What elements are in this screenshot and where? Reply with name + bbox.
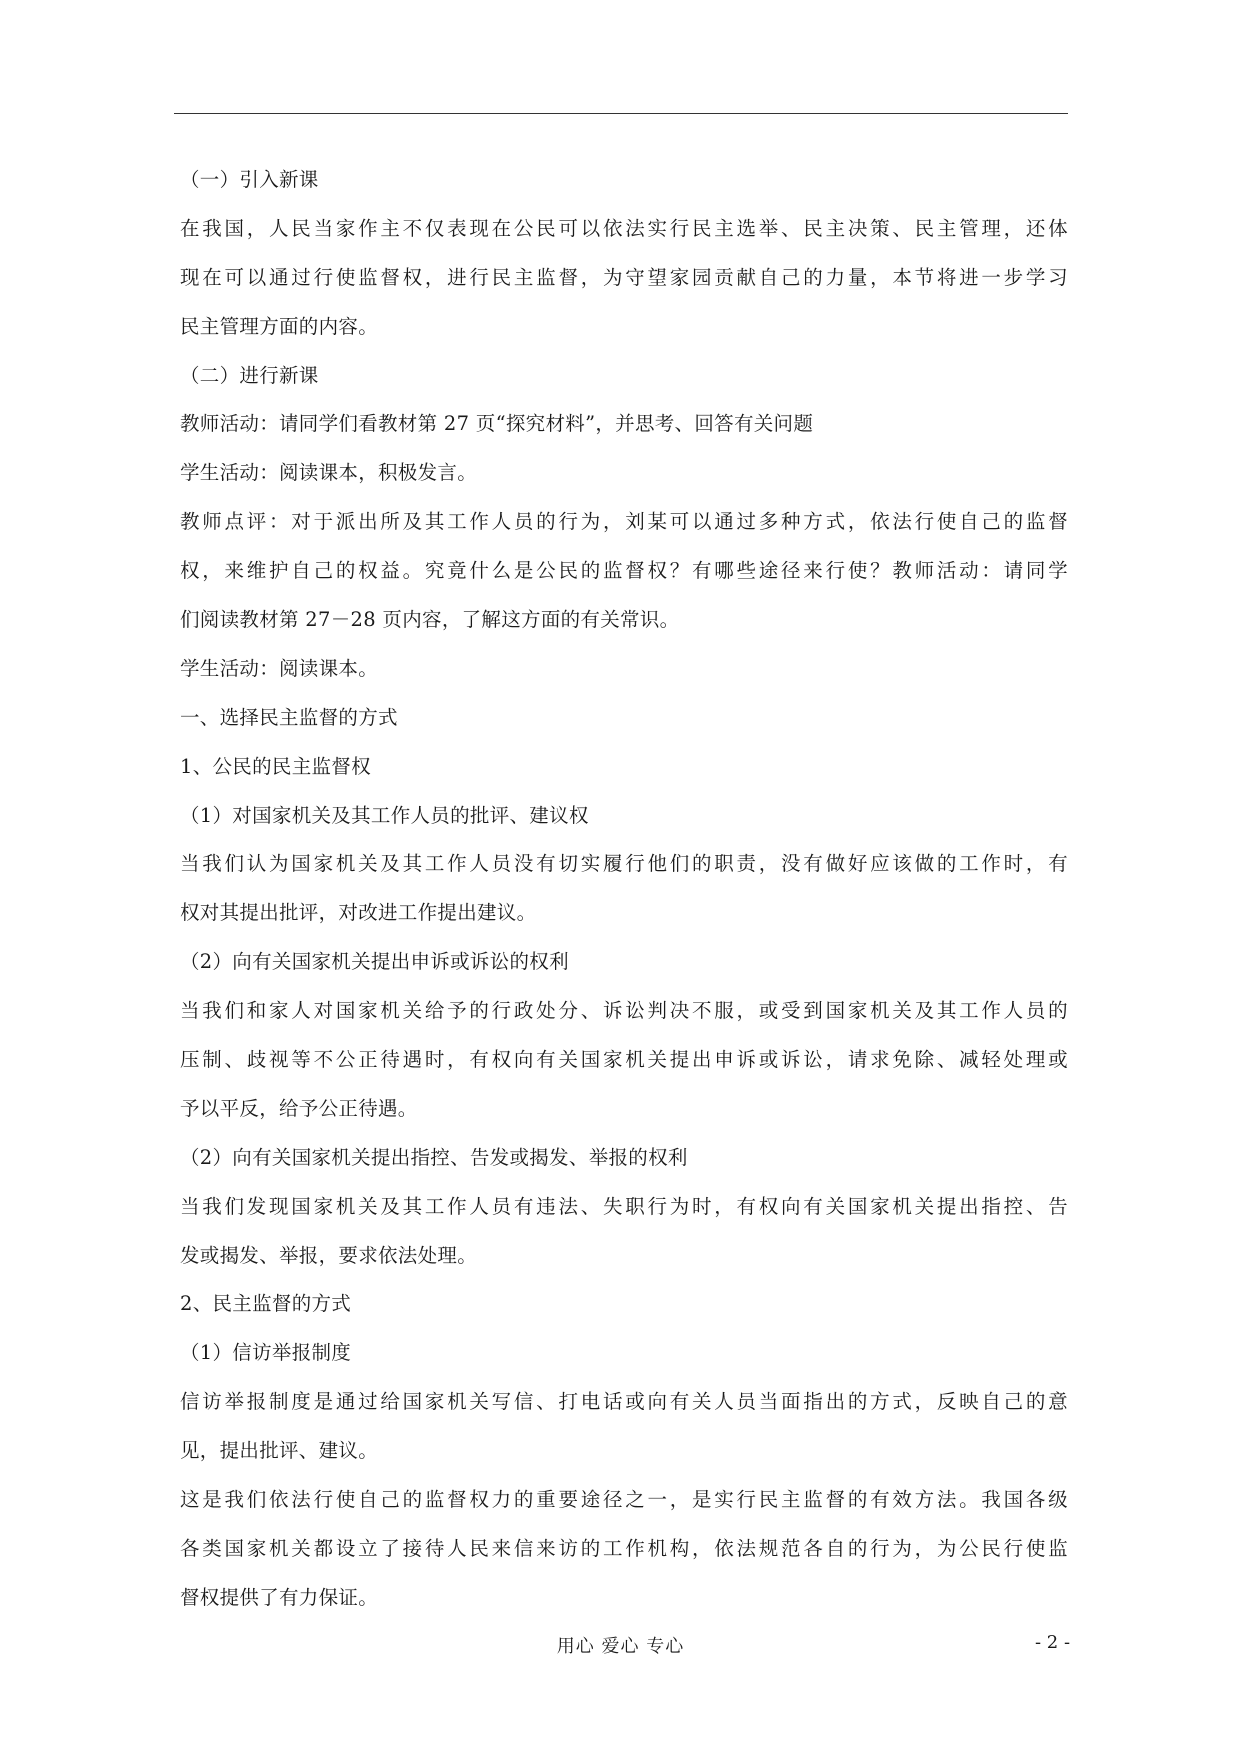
text-line: 各类国家机关都设立了接待人民来信来访的工作机构，依法规范各自的行为，为公民行使监: [180, 1536, 1068, 1560]
text-line: 学生活动：阅读课本，积极发言。: [180, 461, 478, 485]
text-line: 督权提供了有力保证。: [180, 1585, 379, 1609]
text-line: 见，提出批评、建议。: [180, 1439, 379, 1463]
text-line: 当我们和家人对国家机关给予的行政处分、诉讼判决不服，或受到国家机关及其工作人员的: [180, 999, 1068, 1023]
text-line: （2）向有关国家机关提出指控、告发或揭发、举报的权利: [180, 1145, 688, 1169]
text-line: 2、民主监督的方式: [180, 1292, 352, 1316]
text-line: 教师点评：对于派出所及其工作人员的行为，刘某可以通过多种方式，依法行使自己的监督: [180, 510, 1068, 534]
text-line: 权对其提出批评，对改进工作提出建议。: [180, 901, 537, 925]
text-line: 发或揭发、举报，要求依法处理。: [180, 1243, 478, 1267]
text-line: 们阅读教材第 27－28 页内容，了解这方面的有关常识。: [180, 608, 680, 632]
text-line: 在我国，人民当家作主不仅表现在公民可以依法实行民主选举、民主决策、民主管理，还体: [180, 216, 1068, 240]
text-line: （1）对国家机关及其工作人员的批评、建议权: [180, 803, 589, 827]
text-line: 1、公民的民主监督权: [180, 754, 371, 778]
footer-motto: 用心 爱心 专心: [556, 1636, 685, 1657]
text-line: 压制、歧视等不公正待遇时，有权向有关国家机关提出申诉或诉讼，请求免除、减轻处理或: [180, 1048, 1068, 1072]
text-line: 学生活动：阅读课本。: [180, 656, 379, 680]
text-line: （1）信访举报制度: [180, 1341, 352, 1365]
text-line: （一）引入新课: [180, 168, 319, 191]
text-line: 民主管理方面的内容。: [180, 314, 379, 338]
text-line: 当我们认为国家机关及其工作人员没有切实履行他们的职责，没有做好应该做的工作时，有: [180, 852, 1068, 876]
text-line: 教师活动：请同学们看教材第 27 页“探究材料”，并思考、回答有关问题: [180, 412, 814, 436]
text-line: 一、选择民主监督的方式: [180, 705, 398, 729]
document-body: [180, 156, 1068, 1623]
page-number: - 2 -: [1035, 1632, 1071, 1653]
text-line: （二）进行新课: [180, 363, 319, 387]
text-line: 予以平反，给予公正待遇。: [180, 1096, 418, 1120]
text-line: 权，来维护自己的权益。究竟什么是公民的监督权？有哪些途径来行使？教师活动：请同学: [180, 559, 1068, 583]
text-line: 信访举报制度是通过给国家机关写信、打电话或向有关人员当面指出的方式，反映自己的意: [180, 1390, 1068, 1414]
header-rule: [174, 113, 1068, 114]
text-line: （2）向有关国家机关提出申诉或诉讼的权利: [180, 950, 569, 974]
text-line: 当我们发现国家机关及其工作人员有违法、失职行为时，有权向有关国家机关提出指控、告: [180, 1194, 1068, 1218]
text-line: 这是我们依法行使自己的监督权力的重要途径之一，是实行民主监督的有效方法。我国各级: [180, 1488, 1068, 1512]
text-line: 现在可以通过行使监督权，进行民主监督，为守望家园贡献自己的力量，本节将进一步学习: [180, 265, 1068, 289]
